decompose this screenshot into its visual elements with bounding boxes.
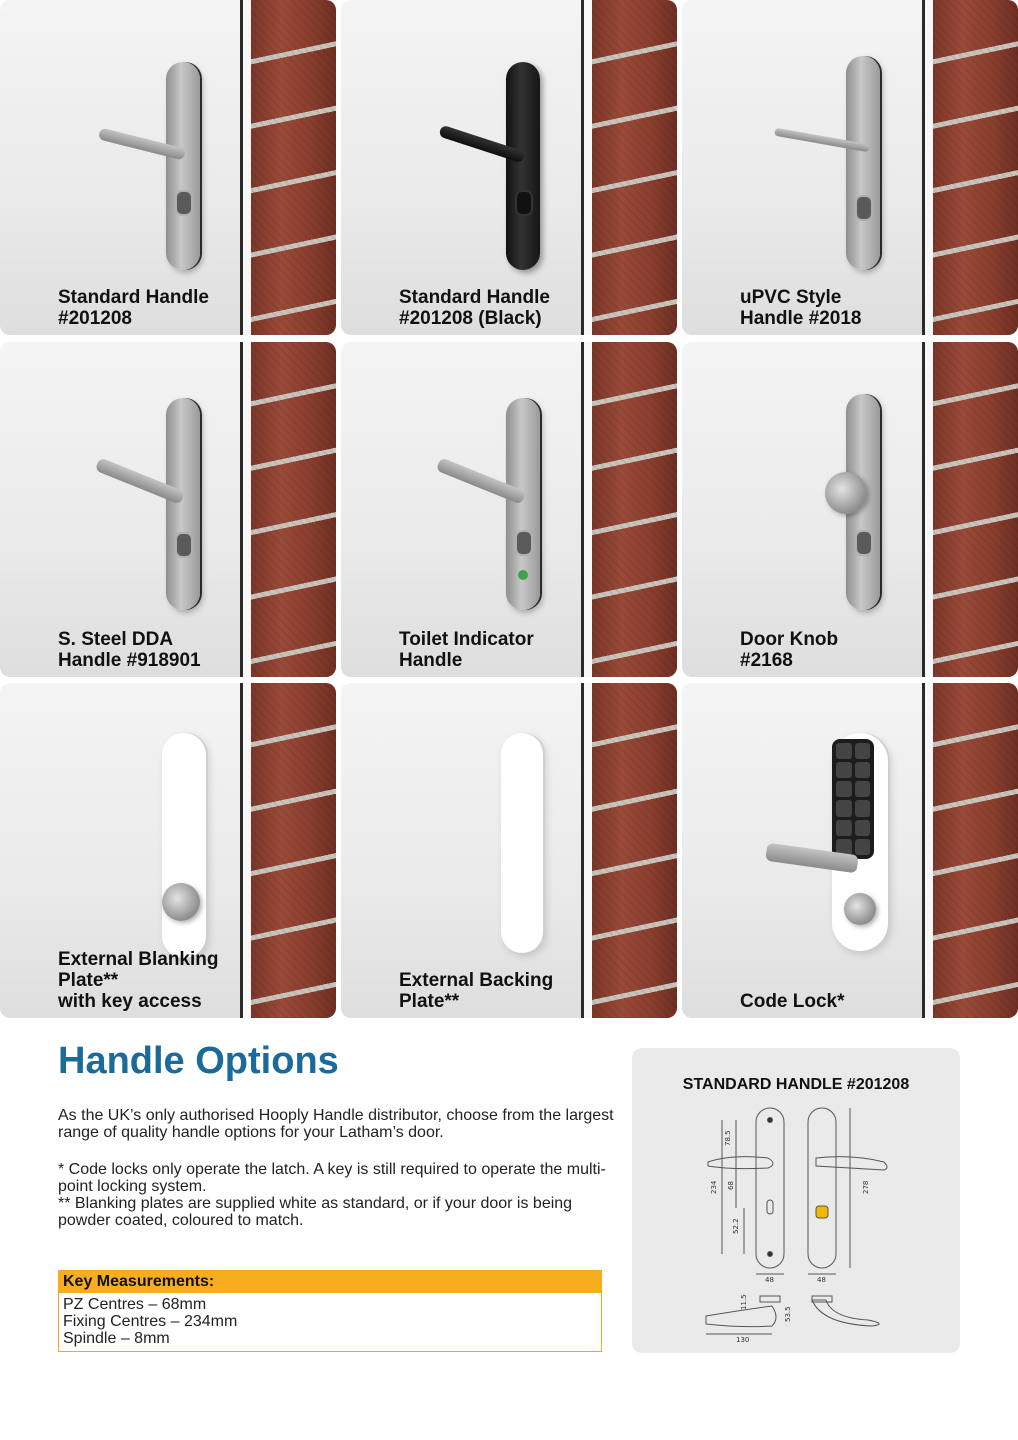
code-lock-note: * Code locks only operate the latch. A key is still required to operate the multi-point locking system. [58,1161,606,1195]
technical-drawing [632,1048,960,1353]
tile-code-lock [682,683,1018,1018]
handle-plate [166,398,200,610]
measurement-row: Fixing Centres – 234mm [63,1313,238,1330]
dim-label: 48 [817,1276,826,1284]
tile-caption: Toilet Indicator Handle [399,629,534,671]
tile-caption: External Blanking Plate** with key access [58,949,219,1012]
key-cylinder [175,532,193,558]
measurement-row: PZ Centres – 68mm [63,1296,207,1313]
dim-label: 53.5 [784,1306,792,1322]
tile-blanking-plate [0,683,336,1018]
footnotes [58,1161,618,1229]
tile-toilet-indicator [341,342,677,677]
keypad-icon [832,739,874,859]
tile-caption: S. Steel DDA Handle #918901 [58,629,201,671]
intro-text: As the UK’s only authorised Hooply Handle distributor, choose from the largest range of quality handle options for your Latham’s door. [58,1107,614,1141]
key-access-turn [162,883,200,921]
tile-door-knob [682,342,1018,677]
front-plate-outline [756,1108,784,1268]
tile-caption: Standard Handle #201208 [58,287,209,329]
backing-plate [501,733,543,953]
tile-dda-handle [0,342,336,677]
back-plate-outline [808,1108,836,1268]
side-lever-outline-2 [812,1300,879,1326]
key-cylinder [844,893,876,925]
key-cylinder [515,530,533,556]
tile-standard-handle-black [341,0,677,335]
spec-panel [632,1048,960,1353]
dim-label: 68 [727,1181,735,1190]
front-lever-outline [708,1157,773,1169]
key-cylinder [515,190,533,216]
key-measurements-box [58,1270,602,1352]
knob [825,472,867,514]
dim-label: 11.5 [740,1294,748,1310]
blanking-plate [162,733,206,958]
measurement-row: Spindle – 8mm [63,1330,170,1347]
blanking-plate-note: ** Blanking plates are supplied white as standard, or if your door is being powder coated, coloured to match. [58,1195,573,1229]
tile-upvc-handle [682,0,1018,335]
key-cylinder [855,530,873,556]
tile-caption: Standard Handle #201208 (Black) [399,287,550,329]
tile-caption: Door Knob #2168 [740,629,839,671]
indicator-icon [518,570,528,580]
dim-label: 52.2 [732,1218,740,1234]
tile-backing-plate [341,683,677,1018]
dim-label: 278 [862,1180,870,1194]
key-measurements-title: Key Measurements: [59,1271,601,1293]
key-cylinder [855,195,873,221]
back-lever-outline [816,1157,887,1170]
dim-label: 130 [736,1336,750,1344]
tile-caption: uPVC Style Handle #2018 [740,287,862,329]
handle-plate [166,62,200,270]
tile-caption: External Backing Plate** [399,970,554,1012]
dim-label: 78.5 [724,1130,732,1146]
section-title: Handle Options [58,1040,339,1082]
handle-plate [846,56,880,270]
tile-standard-handle [0,0,336,335]
handle-plate [506,62,540,270]
dim-label: 48 [765,1276,774,1284]
dim-label: 234 [710,1180,718,1194]
tile-caption: Code Lock* [740,991,845,1012]
key-cylinder [175,190,193,216]
spec-title: STANDARD HANDLE #201208 [682,1076,910,1093]
